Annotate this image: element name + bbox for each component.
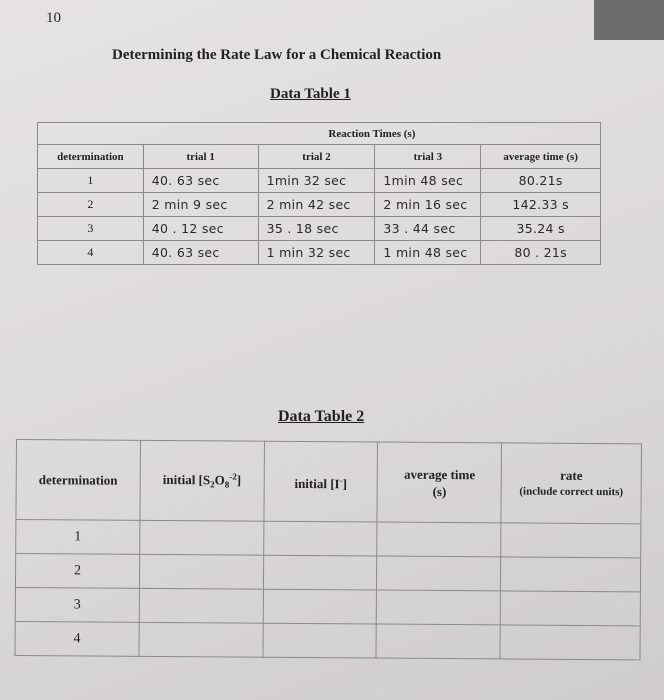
table2-header-iodide: initial [I-] <box>264 441 378 522</box>
table2-row <box>15 587 640 625</box>
determination-cell: 3 <box>15 587 139 622</box>
trial3-cell: 1 min 48 sec <box>375 241 481 265</box>
trial1-cell: 40. 63 sec <box>143 169 258 193</box>
determination-cell: 2 <box>38 193 144 217</box>
trial2-cell: 35 . 18 sec <box>258 217 375 241</box>
table2-row <box>15 621 640 659</box>
iodide-input-cell[interactable] <box>263 521 377 556</box>
trial2-cell: 1min 32 sec <box>258 169 375 193</box>
table1-header-trial3: trial 3 <box>375 145 481 169</box>
table1-header-average: average time (s) <box>481 145 601 169</box>
iodide-input-cell[interactable] <box>263 589 377 624</box>
data-table-2-label: Data Table 2 <box>278 408 365 425</box>
data-table-2 <box>14 439 641 660</box>
determination-cell: 4 <box>15 621 139 656</box>
average-cell: 35.24 s <box>481 217 601 241</box>
trial1-cell: 40 . 12 sec <box>143 217 258 241</box>
trial3-cell: 1min 48 sec <box>375 169 481 193</box>
average-cell: 80 . 21s <box>481 241 601 265</box>
table2-row <box>15 554 640 592</box>
table1-row <box>38 241 601 265</box>
table2-header-persulfate: initial $[S_2O_8^{-2}]$ <box>140 440 264 521</box>
persulfate-input-cell[interactable] <box>139 622 263 657</box>
background-corner <box>594 0 664 40</box>
average-time-input-cell[interactable] <box>377 556 501 591</box>
trial2-cell: 2 min 42 sec <box>258 193 375 217</box>
table1-header-trial1: trial 1 <box>143 145 258 169</box>
determination-cell: 4 <box>38 241 144 265</box>
rate-input-cell[interactable] <box>501 557 641 592</box>
table1-header-determination: determination <box>38 145 144 169</box>
table2-row <box>16 520 641 558</box>
trial3-cell: 33 . 44 sec <box>375 217 481 241</box>
table2-header-rate: rate (include correct units) <box>501 443 641 524</box>
table1-group-header: Reaction Times (s) <box>143 123 600 145</box>
determination-cell: 1 <box>38 169 144 193</box>
iodide-input-cell[interactable] <box>263 555 377 590</box>
rate-input-cell[interactable] <box>500 591 640 626</box>
table1-row <box>38 169 601 193</box>
document-title: Determining the Rate Law for a Chemical Reaction <box>112 47 442 63</box>
average-time-input-cell[interactable] <box>376 624 500 659</box>
rate-input-cell[interactable] <box>501 523 641 558</box>
trial3-cell: 2 min 16 sec <box>375 193 481 217</box>
table2-header-average-time: average time (s) <box>377 442 501 523</box>
rate-input-cell[interactable] <box>500 625 640 660</box>
determination-cell: 3 <box>38 217 144 241</box>
average-time-input-cell[interactable] <box>377 522 501 557</box>
average-time-input-cell[interactable] <box>377 590 501 625</box>
table1-row <box>38 217 601 241</box>
table1-empty-cell <box>38 123 144 145</box>
persulfate-input-cell[interactable] <box>139 588 263 623</box>
persulfate-input-cell[interactable] <box>139 554 263 589</box>
table1-row <box>38 193 601 217</box>
determination-cell: 2 <box>15 554 139 589</box>
trial1-cell: 40. 63 sec <box>143 241 258 265</box>
trial1-cell: 2 min 9 sec <box>143 193 258 217</box>
page-number: 10 <box>46 10 61 26</box>
persulfate-input-cell[interactable] <box>140 520 264 555</box>
iodide-input-cell[interactable] <box>263 623 377 658</box>
table2-header-determination: determination <box>16 440 140 521</box>
determination-cell: 1 <box>16 520 140 555</box>
data-table-1-label: Data Table 1 <box>270 86 351 102</box>
table1-header-trial2: trial 2 <box>258 145 375 169</box>
average-cell: 142.33 s <box>481 193 601 217</box>
trial2-cell: 1 min 32 sec <box>258 241 375 265</box>
data-table-1 <box>37 122 601 265</box>
average-cell: 80.21s <box>481 169 601 193</box>
